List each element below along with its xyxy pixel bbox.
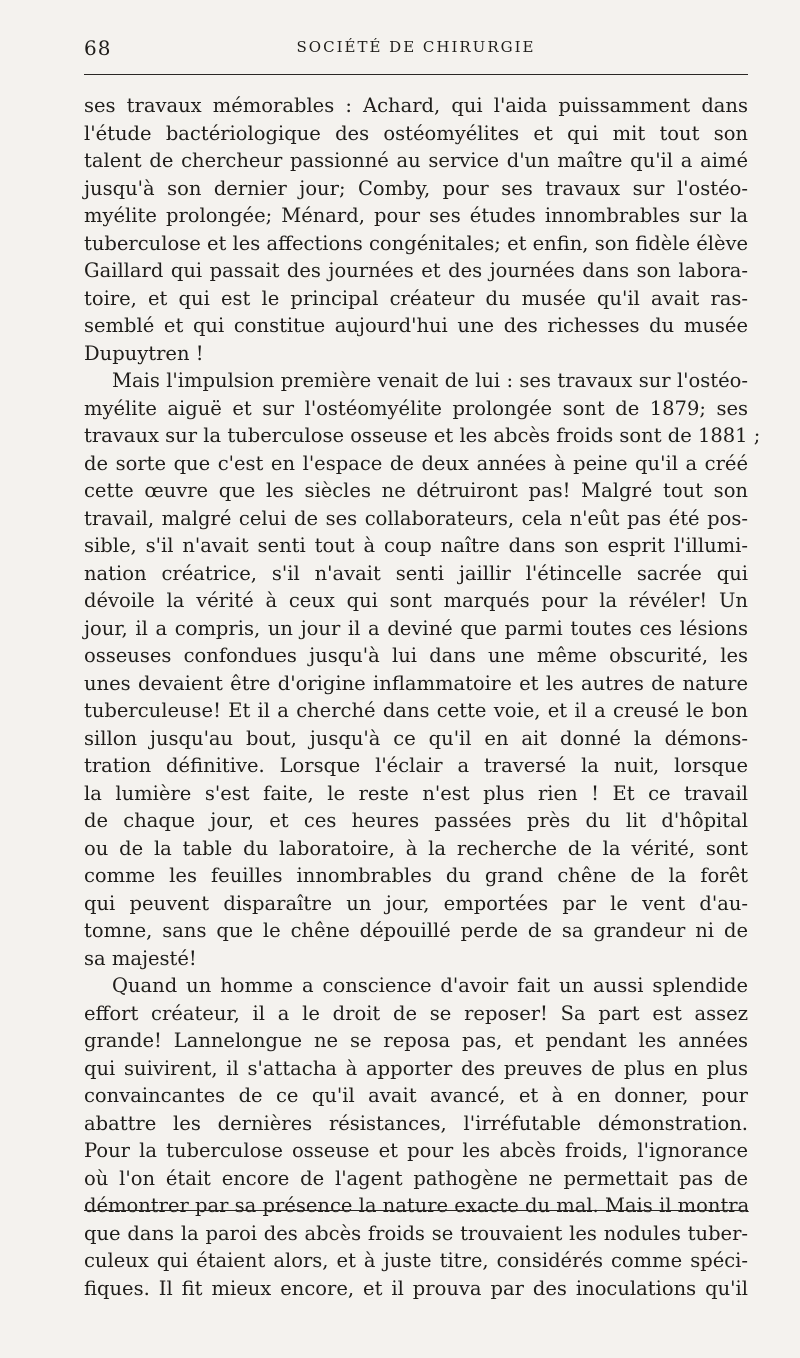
text-line: tomne, sans que le chêne dépouillé perde de sa grandeur ni de xyxy=(84,919,748,942)
text-line: Dupuytren ! xyxy=(84,341,204,365)
text-line: sible, s'il n'avait senti tout à coup naître dans son esprit l'illumi- xyxy=(84,534,748,557)
text-line: travail, malgré celui de ses collaborateurs, cela n'eût pas été pos- xyxy=(84,506,748,530)
separator-rule xyxy=(84,1210,748,1211)
text-line: la lumière s'est faite, le reste n'est plus rien ! Et ce travail xyxy=(84,781,748,805)
text-line: tration définitive. Lorsque l'éclair a traversé la nuit, lorsque xyxy=(84,754,748,777)
text-line: fiques. Il fit mieux encore, et il prouva par des inoculations qu'il xyxy=(84,1276,748,1300)
text-line: convaincantes de ce qu'il avait avancé, et à en donner, pour xyxy=(84,1084,748,1107)
text-line: Mais l'impulsion première venait de lui : ses travaux sur l'ostéo- xyxy=(112,369,748,392)
text-line: démontrer par sa présence la nature exacte du mal. Mais il montra xyxy=(84,1194,750,1217)
text-line: jusqu'à son dernier jour; Comby, pour ses travaux sur l'ostéo- xyxy=(84,176,748,200)
text-line: tuberculose et les affections congénitales; et enfin, son fidèle élève xyxy=(84,231,749,255)
page-header xyxy=(84,32,748,60)
text-line: dévoile la vérité à ceux qui sont marqués pour la révéler! Un xyxy=(84,589,748,612)
header-rule xyxy=(84,74,748,75)
text-line: l'étude bactériologique des ostéomyélites et qui mit tout son xyxy=(84,121,748,145)
page-number: 68 xyxy=(84,36,112,60)
text-line: nation créatrice, s'il n'avait senti jaillir l'étincelle sacrée qui xyxy=(84,561,748,585)
text-line: culeux qui étaient alors, et à juste titre, considérés comme spéci- xyxy=(84,1249,748,1272)
text-line: toire, et qui est le principal créateur du musée qu'il avait ras- xyxy=(84,286,748,310)
text-line: qui suivirent, il s'attacha à apporter des preuves de plus en plus xyxy=(84,1056,748,1080)
text-line: unes devaient être d'origine inflammatoire et les autres de nature xyxy=(84,671,748,695)
text-line: grande! Lannelongue ne se reposa pas, et pendant les années xyxy=(84,1029,748,1052)
text-line: où l'on était encore de l'agent pathogène ne permettait pas de xyxy=(84,1166,748,1190)
text-line: comme les feuilles innombrables du grand chêne de la forêt xyxy=(84,864,748,887)
body-text xyxy=(84,92,761,1302)
text-line: qui peuvent disparaître un jour, emportées par le vent d'au- xyxy=(84,891,748,915)
text-line: sillon jusqu'au bout, jusqu'à ce qu'il en ait donné la démons- xyxy=(84,726,748,750)
text-line: osseuses confondues jusqu'à lui dans une même obscurité, les xyxy=(84,644,748,667)
text-line: que dans la paroi des abcès froids se trouvaient les nodules tuber- xyxy=(84,1221,748,1245)
text-line: jour, il a compris, un jour il a deviné que parmi toutes ces lésions xyxy=(84,616,748,640)
text-line: myélite aiguë et sur l'ostéomyélite prolongée sont de 1879; ses xyxy=(84,396,748,420)
text-line: de sorte que c'est en l'espace de deux années à peine qu'il a créé xyxy=(84,451,748,475)
text-line: tuberculeuse! Et il a cherché dans cette voie, et il a creusé le bon xyxy=(84,699,748,722)
text-line: sa majesté! xyxy=(84,946,197,970)
text-line: ou de la table du laboratoire, à la recherche de la vérité, sont xyxy=(84,836,748,860)
text-line: de chaque jour, et ces heures passées près du lit d'hôpital xyxy=(84,809,748,832)
running-head: SOCIÉTÉ DE CHIRURGIE xyxy=(296,38,536,56)
text-line: Gaillard qui passait des journées et des journées dans son labora- xyxy=(84,259,748,282)
text-line: effort créateur, il a le droit de se reposer! Sa part est assez xyxy=(84,1001,748,1025)
text-line: travaux sur la tuberculose osseuse et les abcès froids sont de 1881 ; xyxy=(84,424,761,447)
text-line: Quand un homme a conscience d'avoir fait un aussi splendide xyxy=(112,974,748,997)
text-line: myélite prolongée; Ménard, pour ses études innombrables sur la xyxy=(84,204,748,227)
text-line: ses travaux mémorables : Achard, qui l'aida puissamment dans xyxy=(84,94,748,117)
text-line: semblé et qui constitue aujourd'hui une des richesses du musée xyxy=(84,314,748,337)
text-line: Pour la tuberculose osseuse et pour les abcès froids, l'ignorance xyxy=(84,1139,748,1162)
text-line: talent de chercheur passionné au service d'un maître qu'il a aimé xyxy=(84,149,748,172)
text-line: abattre les dernières résistances, l'irréfutable démonstration. xyxy=(84,1111,748,1135)
text-line: cette œuvre que les siècles ne détruiront pas! Malgré tout son xyxy=(84,479,748,502)
